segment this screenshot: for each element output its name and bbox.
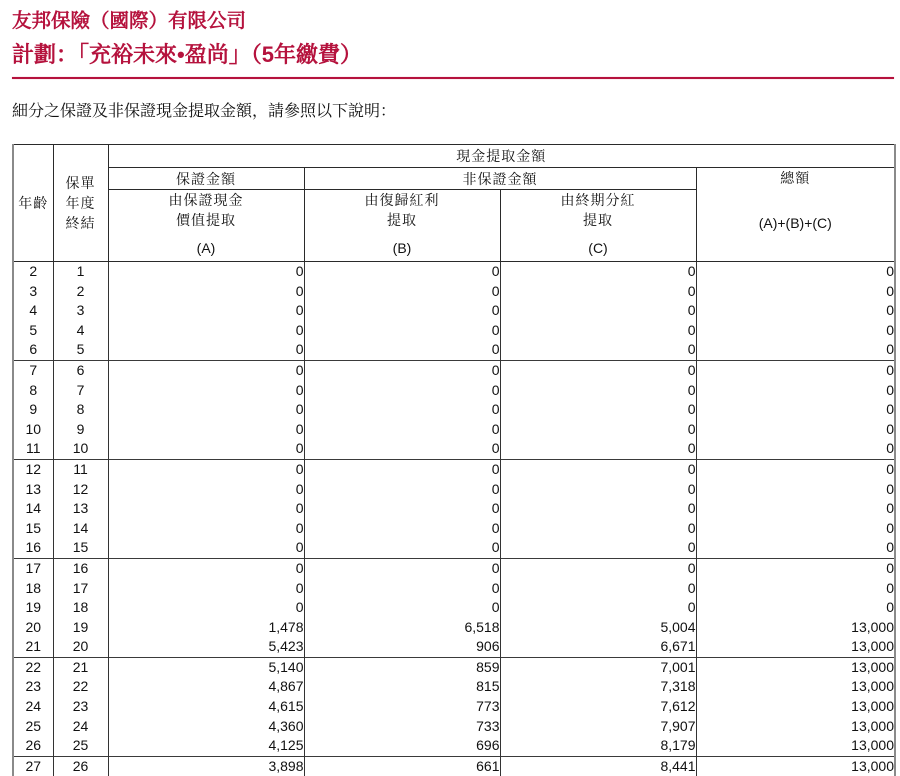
terminal-dividend-cell: 0 <box>500 558 696 578</box>
guaranteed-cash-value-cell: 4,360 <box>108 717 304 737</box>
reversionary-bonus-cell: 906 <box>304 637 500 657</box>
title-divider <box>12 77 894 79</box>
total-cell: 0 <box>696 598 895 618</box>
age-cell: 9 <box>13 400 53 420</box>
terminal-dividend-cell: 0 <box>500 301 696 321</box>
policy-year-cell: 4 <box>53 321 108 341</box>
age-cell: 19 <box>13 598 53 618</box>
header-policy-year-end-line-3: 終結 <box>54 213 108 233</box>
total-cell: 0 <box>696 340 895 360</box>
guaranteed-cash-value-cell: 0 <box>108 282 304 302</box>
total-cell: 13,000 <box>696 677 895 697</box>
policy-year-cell: 11 <box>53 459 108 479</box>
terminal-dividend-cell: 0 <box>500 439 696 459</box>
terminal-dividend-cell: 0 <box>500 400 696 420</box>
table-row <box>13 301 895 321</box>
guaranteed-cash-value-cell: 0 <box>108 321 304 341</box>
reversionary-bonus-cell: 661 <box>304 756 500 776</box>
reversionary-bonus-cell: 0 <box>304 480 500 500</box>
total-cell: 13,000 <box>696 736 895 756</box>
age-cell: 13 <box>13 480 53 500</box>
total-cell: 0 <box>696 360 895 380</box>
header-col-c-line-1: 由終期分紅 <box>501 190 696 210</box>
header-non-guaranteed: 非保證金額 <box>304 168 696 190</box>
guaranteed-cash-value-cell: 0 <box>108 340 304 360</box>
age-cell: 11 <box>13 439 53 459</box>
reversionary-bonus-cell: 0 <box>304 579 500 599</box>
header-row-1 <box>13 145 895 168</box>
terminal-dividend-cell: 0 <box>500 360 696 380</box>
reversionary-bonus-cell: 0 <box>304 420 500 440</box>
header-col-c-line-2: 提取 <box>501 210 696 230</box>
policy-year-cell: 13 <box>53 499 108 519</box>
guaranteed-cash-value-cell: 0 <box>108 439 304 459</box>
terminal-dividend-cell: 0 <box>500 262 696 282</box>
guaranteed-cash-value-cell: 5,423 <box>108 637 304 657</box>
reversionary-bonus-cell: 733 <box>304 717 500 737</box>
table-row <box>13 618 895 638</box>
total-cell: 0 <box>696 282 895 302</box>
guaranteed-cash-value-cell: 0 <box>108 420 304 440</box>
header-col-a <box>108 190 304 262</box>
header-col-a-line-1: 由保證現金 <box>109 190 304 210</box>
total-cell: 0 <box>696 381 895 401</box>
guaranteed-cash-value-cell: 0 <box>108 459 304 479</box>
terminal-dividend-cell: 0 <box>500 598 696 618</box>
header-col-b-code: (B) <box>305 238 500 258</box>
age-cell: 24 <box>13 697 53 717</box>
table-row <box>13 637 895 657</box>
policy-year-cell: 10 <box>53 439 108 459</box>
reversionary-bonus-cell: 815 <box>304 677 500 697</box>
total-cell: 0 <box>696 262 895 282</box>
guaranteed-cash-value-cell: 4,867 <box>108 677 304 697</box>
total-cell: 13,000 <box>696 657 895 677</box>
table-row <box>13 282 895 302</box>
total-cell: 0 <box>696 400 895 420</box>
terminal-dividend-cell: 0 <box>500 321 696 341</box>
guaranteed-cash-value-cell: 5,140 <box>108 657 304 677</box>
terminal-dividend-cell: 5,004 <box>500 618 696 638</box>
terminal-dividend-cell: 7,318 <box>500 677 696 697</box>
table-row <box>13 439 895 459</box>
total-cell: 13,000 <box>696 717 895 737</box>
policy-year-cell: 8 <box>53 400 108 420</box>
guaranteed-cash-value-cell: 0 <box>108 381 304 401</box>
table-row <box>13 598 895 618</box>
table-row <box>13 400 895 420</box>
total-cell: 13,000 <box>696 697 895 717</box>
reversionary-bonus-cell: 859 <box>304 657 500 677</box>
policy-year-cell: 26 <box>53 756 108 776</box>
age-cell: 20 <box>13 618 53 638</box>
policy-year-cell: 5 <box>53 340 108 360</box>
header-col-a-line-2: 價值提取 <box>109 210 304 230</box>
terminal-dividend-cell: 0 <box>500 381 696 401</box>
policy-year-cell: 14 <box>53 519 108 539</box>
terminal-dividend-cell: 7,612 <box>500 697 696 717</box>
policy-year-cell: 12 <box>53 480 108 500</box>
policy-year-cell: 9 <box>53 420 108 440</box>
guaranteed-cash-value-cell: 0 <box>108 579 304 599</box>
age-cell: 16 <box>13 538 53 558</box>
total-cell: 0 <box>696 459 895 479</box>
total-cell: 0 <box>696 480 895 500</box>
terminal-dividend-cell: 6,671 <box>500 637 696 657</box>
header-total <box>696 168 895 262</box>
total-cell: 13,000 <box>696 637 895 657</box>
guaranteed-cash-value-cell: 0 <box>108 499 304 519</box>
table-row <box>13 519 895 539</box>
age-cell: 14 <box>13 499 53 519</box>
guaranteed-cash-value-cell: 0 <box>108 558 304 578</box>
age-cell: 12 <box>13 459 53 479</box>
table-row <box>13 579 895 599</box>
plan-title: 計劃：「充裕未來•盈尚」（5年繳費） <box>12 41 362 69</box>
age-cell: 27 <box>13 756 53 776</box>
guaranteed-cash-value-cell: 3,898 <box>108 756 304 776</box>
table-row <box>13 480 895 500</box>
header-col-b-line-1: 由復歸紅利 <box>305 190 500 210</box>
policy-year-cell: 15 <box>53 538 108 558</box>
reversionary-bonus-cell: 0 <box>304 499 500 519</box>
guaranteed-cash-value-cell: 0 <box>108 598 304 618</box>
guaranteed-cash-value-cell: 1,478 <box>108 618 304 638</box>
guaranteed-cash-value-cell: 4,615 <box>108 697 304 717</box>
header-policy-year-end-line-2: 年度 <box>54 193 108 213</box>
age-cell: 23 <box>13 677 53 697</box>
reversionary-bonus-cell: 0 <box>304 360 500 380</box>
policy-year-cell: 22 <box>53 677 108 697</box>
table-row <box>13 420 895 440</box>
terminal-dividend-cell: 0 <box>500 499 696 519</box>
policy-year-cell: 23 <box>53 697 108 717</box>
age-cell: 3 <box>13 282 53 302</box>
total-cell: 13,000 <box>696 756 895 776</box>
table-row <box>13 262 895 282</box>
total-cell: 0 <box>696 301 895 321</box>
policy-year-cell: 16 <box>53 558 108 578</box>
table-row <box>13 538 895 558</box>
header-col-c-code: (C) <box>501 238 696 258</box>
table-row <box>13 340 895 360</box>
guaranteed-cash-value-cell: 0 <box>108 360 304 380</box>
reversionary-bonus-cell: 773 <box>304 697 500 717</box>
age-cell: 7 <box>13 360 53 380</box>
header-col-b <box>304 190 500 262</box>
terminal-dividend-cell: 0 <box>500 519 696 539</box>
age-cell: 4 <box>13 301 53 321</box>
table-body <box>13 262 895 776</box>
table-row <box>13 717 895 737</box>
total-cell: 13,000 <box>696 618 895 638</box>
table-row <box>13 736 895 756</box>
reversionary-bonus-cell: 0 <box>304 301 500 321</box>
total-cell: 0 <box>696 321 895 341</box>
header-row-2 <box>13 168 895 190</box>
age-cell: 17 <box>13 558 53 578</box>
table-row <box>13 657 895 677</box>
header-col-a-code: (A) <box>109 238 304 258</box>
header-age: 年齡 <box>13 145 53 262</box>
age-cell: 5 <box>13 321 53 341</box>
reversionary-bonus-cell: 0 <box>304 340 500 360</box>
company-name: 友邦保險（國際）有限公司 <box>12 9 246 33</box>
age-cell: 25 <box>13 717 53 737</box>
policy-year-cell: 17 <box>53 579 108 599</box>
terminal-dividend-cell: 7,907 <box>500 717 696 737</box>
total-cell: 0 <box>696 558 895 578</box>
terminal-dividend-cell: 0 <box>500 579 696 599</box>
table-row <box>13 677 895 697</box>
policy-year-cell: 24 <box>53 717 108 737</box>
policy-year-cell: 21 <box>53 657 108 677</box>
age-cell: 10 <box>13 420 53 440</box>
header-policy-year-end-line-1: 保單 <box>54 173 108 193</box>
table-row <box>13 381 895 401</box>
guaranteed-cash-value-cell: 0 <box>108 400 304 420</box>
table-row <box>13 697 895 717</box>
header-policy-year-end <box>53 145 108 262</box>
reversionary-bonus-cell: 0 <box>304 459 500 479</box>
policy-year-cell: 19 <box>53 618 108 638</box>
header-total-code: (A)+(B)+(C) <box>697 213 895 233</box>
policy-year-cell: 3 <box>53 301 108 321</box>
terminal-dividend-cell: 7,001 <box>500 657 696 677</box>
policy-year-cell: 1 <box>53 262 108 282</box>
age-cell: 18 <box>13 579 53 599</box>
table-row <box>13 558 895 578</box>
age-cell: 26 <box>13 736 53 756</box>
reversionary-bonus-cell: 0 <box>304 598 500 618</box>
reversionary-bonus-cell: 0 <box>304 381 500 401</box>
header-guaranteed: 保證金額 <box>108 168 304 190</box>
reversionary-bonus-cell: 0 <box>304 400 500 420</box>
cash-withdrawal-table <box>12 144 896 776</box>
reversionary-bonus-cell: 0 <box>304 519 500 539</box>
terminal-dividend-cell: 0 <box>500 340 696 360</box>
terminal-dividend-cell: 0 <box>500 420 696 440</box>
reversionary-bonus-cell: 6,518 <box>304 618 500 638</box>
policy-year-cell: 25 <box>53 736 108 756</box>
header-col-b-line-2: 提取 <box>305 210 500 230</box>
policy-year-cell: 6 <box>53 360 108 380</box>
reversionary-bonus-cell: 0 <box>304 282 500 302</box>
reversionary-bonus-cell: 0 <box>304 439 500 459</box>
total-cell: 0 <box>696 519 895 539</box>
reversionary-bonus-cell: 0 <box>304 262 500 282</box>
terminal-dividend-cell: 8,179 <box>500 736 696 756</box>
table-row <box>13 360 895 380</box>
header-cash-withdrawal: 現金提取金額 <box>108 145 895 168</box>
guaranteed-cash-value-cell: 0 <box>108 519 304 539</box>
guaranteed-cash-value-cell: 0 <box>108 480 304 500</box>
table-row <box>13 499 895 519</box>
guaranteed-cash-value-cell: 0 <box>108 538 304 558</box>
terminal-dividend-cell: 0 <box>500 480 696 500</box>
header-total-label: 總額 <box>697 168 895 188</box>
intro-text: 細分之保證及非保證現金提取金額，請參照以下說明： <box>12 102 396 122</box>
header-col-c <box>500 190 696 262</box>
age-cell: 15 <box>13 519 53 539</box>
table-row <box>13 459 895 479</box>
total-cell: 0 <box>696 439 895 459</box>
table-header <box>13 145 895 262</box>
reversionary-bonus-cell: 0 <box>304 538 500 558</box>
guaranteed-cash-value-cell: 0 <box>108 262 304 282</box>
guaranteed-cash-value-cell: 4,125 <box>108 736 304 756</box>
reversionary-bonus-cell: 0 <box>304 321 500 341</box>
policy-year-cell: 20 <box>53 637 108 657</box>
terminal-dividend-cell: 8,441 <box>500 756 696 776</box>
total-cell: 0 <box>696 420 895 440</box>
cash-withdrawal-table-container <box>12 144 894 776</box>
age-cell: 22 <box>13 657 53 677</box>
age-cell: 8 <box>13 381 53 401</box>
age-cell: 6 <box>13 340 53 360</box>
table-row <box>13 321 895 341</box>
reversionary-bonus-cell: 0 <box>304 558 500 578</box>
terminal-dividend-cell: 0 <box>500 459 696 479</box>
terminal-dividend-cell: 0 <box>500 538 696 558</box>
policy-year-cell: 7 <box>53 381 108 401</box>
total-cell: 0 <box>696 499 895 519</box>
policy-year-cell: 2 <box>53 282 108 302</box>
reversionary-bonus-cell: 696 <box>304 736 500 756</box>
guaranteed-cash-value-cell: 0 <box>108 301 304 321</box>
age-cell: 21 <box>13 637 53 657</box>
total-cell: 0 <box>696 579 895 599</box>
terminal-dividend-cell: 0 <box>500 282 696 302</box>
policy-year-cell: 18 <box>53 598 108 618</box>
total-cell: 0 <box>696 538 895 558</box>
age-cell: 2 <box>13 262 53 282</box>
table-row <box>13 756 895 776</box>
